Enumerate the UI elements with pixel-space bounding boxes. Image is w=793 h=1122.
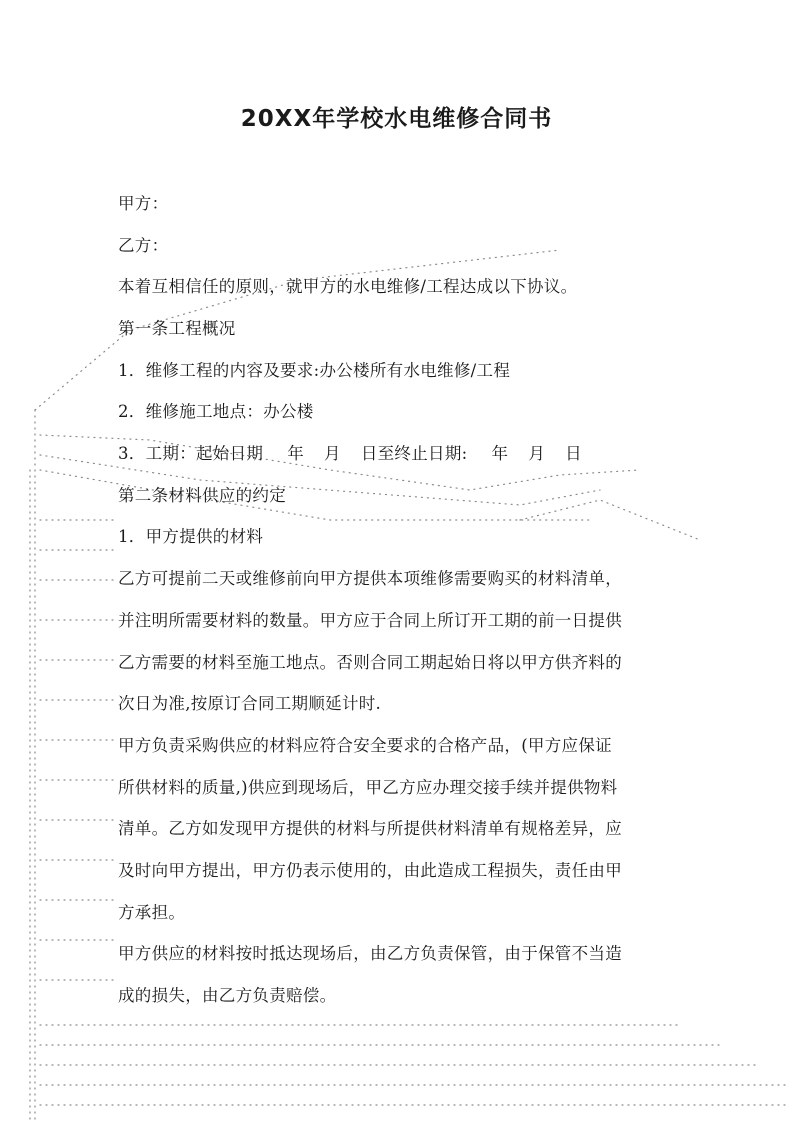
article2-item1: 1．甲方提供的材料	[118, 527, 264, 546]
term-month2: 月	[528, 444, 546, 463]
paragraph-line: 并注明所需要材料的数量。甲方应于合同上所订开工期的前一日提供	[118, 611, 622, 630]
article1-item3	[118, 440, 582, 464]
document-title: 20XX年学校水电维修合同书	[240, 106, 553, 132]
article1-item1: 1．维修工程的内容及要求:办公楼所有水电维修/工程	[118, 361, 511, 380]
term-year2: 年	[491, 444, 509, 463]
term-month1: 月	[324, 444, 341, 463]
term-year1: 年	[287, 444, 305, 463]
paragraph-line: 次日为准,按原订合同工期顺延计时.	[118, 694, 382, 713]
party-a-label: 甲方：	[118, 194, 169, 213]
paragraph-line: 成的损失，由乙方负责赔偿。	[118, 986, 337, 1005]
term-prefix: 3．工期：起始日期	[118, 444, 264, 463]
paragraph-line: 及时向甲方提出，甲方仍表示使用的，由此造成工程损失，责任由甲	[118, 861, 622, 880]
paragraph-line: 乙方可提前二天或维修前向甲方提供本项维修需要购买的材料清单，	[118, 569, 622, 588]
paragraph-line: 清单。乙方如发现甲方提供的材料与所提供材料清单有规格差异，应	[118, 819, 622, 838]
article1-heading: 第一条工程概况	[118, 319, 236, 338]
article1-item2: 2．维修施工地点：办公楼	[118, 402, 314, 421]
term-day2: 日	[565, 444, 582, 463]
paragraph-line: 所供材料的质量,)供应到现场后，甲乙方应办理交接手续并提供物料	[118, 778, 618, 797]
term-mid: 日至终止日期:	[360, 444, 468, 463]
paragraph-line: 甲方供应的材料按时抵达现场后，由乙方负责保管，由于保管不当造	[118, 944, 622, 963]
paragraph-line: 乙方需要的材料至施工地点。否则合同工期起始日将以甲方供齐料的	[118, 653, 622, 672]
intro-text: 本着互相信任的原则，就甲方的水电维修/工程达成以下协议。	[118, 277, 578, 296]
paragraph-line: 甲方负责采购供应的材料应符合安全要求的合格产品，(甲方应保证	[118, 736, 612, 755]
paragraph-line: 方承担。	[118, 903, 186, 922]
party-b-label: 乙方：	[118, 236, 169, 255]
article2-heading: 第二条材料供应的约定	[118, 486, 286, 505]
